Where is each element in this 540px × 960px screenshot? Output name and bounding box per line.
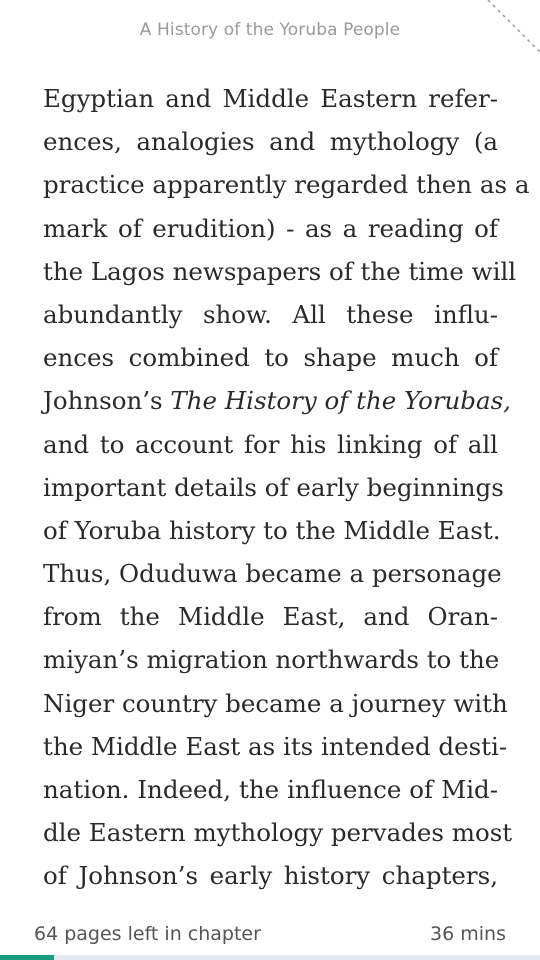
text-line-content: nation. Indeed, the influence of Mid-	[43, 775, 498, 804]
text-line-content: Egyptian and Middle Eastern refer-	[43, 84, 498, 113]
reading-progress-bar	[0, 955, 540, 960]
text-line-content: dle Eastern mythology pervades most	[43, 818, 513, 848]
text-line-content: mark of erudition) - as a reading of	[43, 213, 498, 243]
text-line-content: of Johnson’s early history chapters,	[43, 861, 498, 891]
text-line	[43, 811, 513, 854]
text-line-content: Johnson’s	[43, 386, 171, 416]
text-line-content: Niger country became a journey with	[43, 688, 508, 718]
text-line-content: abundantly show. All these influ-	[43, 299, 498, 329]
text-line	[43, 854, 498, 897]
book-title: A History of the Yoruba People	[139, 20, 401, 40]
reading-progress-fill	[0, 955, 54, 960]
text-line	[43, 293, 498, 336]
text-line	[43, 77, 498, 120]
text-line	[43, 207, 498, 250]
time-left-label: 36 mins	[430, 923, 506, 945]
dog-ear-bookmark-icon[interactable]	[480, 0, 540, 60]
text-line	[43, 163, 530, 206]
chapter-text	[43, 77, 530, 898]
text-line-content: the Middle East as its intended desti-	[43, 731, 508, 761]
text-line-content: practice apparently regarded then as a	[43, 170, 530, 200]
text-line	[43, 725, 508, 768]
text-line	[43, 638, 498, 681]
text-line-content: the Lagos newspapers of the time will	[43, 256, 517, 286]
text-line-content: important details of early beginnings	[43, 472, 504, 502]
text-line-content: of Yoruba history to the Middle East.	[43, 515, 501, 545]
text-line	[43, 768, 498, 811]
text-line	[43, 423, 498, 466]
text-line	[43, 379, 511, 422]
text-line-content: ences, analogies and mythology (a	[43, 127, 498, 157]
book-title-italic: The History of the Yorubas,	[170, 386, 511, 416]
pages-left-label: 64 pages left in chapter	[34, 923, 261, 945]
text-line	[43, 682, 508, 725]
text-line	[43, 250, 517, 293]
text-line	[43, 552, 502, 595]
text-line-content: from the Middle East, and Oran-	[43, 602, 498, 632]
text-line-content: Thus, Oduduwa became a personage	[43, 559, 502, 589]
text-line	[43, 595, 498, 638]
text-line	[43, 466, 504, 509]
text-line-content: ences combined to shape much of	[43, 343, 498, 373]
text-line-content: and to account for his linking of all	[43, 429, 498, 459]
text-line	[43, 120, 498, 163]
text-line	[43, 336, 498, 379]
text-line-content: miyan’s migration northwards to the	[43, 645, 500, 675]
text-line	[43, 509, 501, 552]
